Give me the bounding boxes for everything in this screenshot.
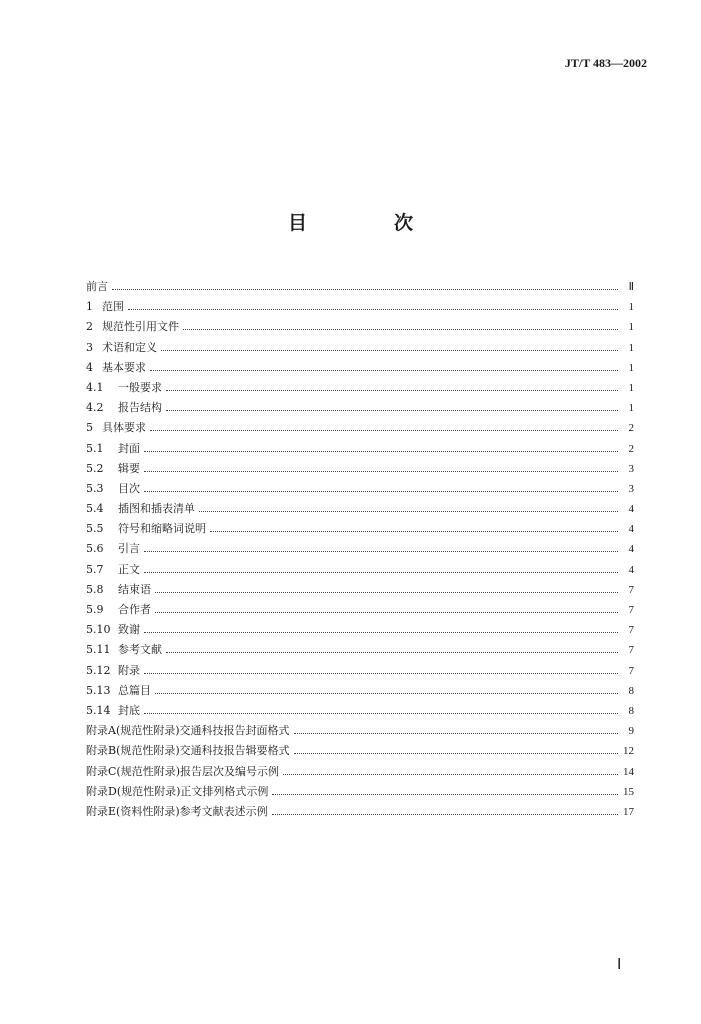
toc-entry-page: 2 [628,422,634,435]
toc-entry[interactable] [86,560,634,580]
toc-entry[interactable] [86,661,634,681]
toc-entry-label: 术语和定义 [102,340,157,354]
toc-entry-label: 附录C(规范性附录)报告层次及编号示例 [86,764,279,778]
toc-entry-label: 附录B(规范性附录)交通科技报告辑要格式 [86,744,290,758]
toc-leader-dots [183,328,618,330]
toc-entry-number: 2 [86,320,93,334]
toc-entry-label: 具体要求 [102,421,146,435]
toc-entry-label: 封底 [118,703,140,717]
toc-leader-dots [166,651,618,653]
standard-code: JT/T 483—2002 [564,56,647,70]
toc-entry[interactable] [86,358,634,378]
toc-entry-label: 一般要求 [118,380,162,394]
toc-entry-label: 辑要 [118,461,140,475]
toc-leader-dots [155,692,618,694]
toc-leader-dots [150,369,618,371]
toc-leader-dots [155,611,618,613]
toc-entry-page: 1 [628,381,634,394]
toc-entry-number: 5.12 [86,663,111,677]
toc-entry[interactable] [86,499,634,519]
toc-leader-dots [210,530,618,532]
toc-leader-dots [112,288,618,290]
toc-entry[interactable] [86,338,634,358]
table-of-contents [86,277,634,822]
toc-entry-number: 5.4 [86,502,104,516]
toc-entry-label: 正文 [118,562,140,576]
toc-entry-page: 2 [628,442,634,455]
toc-entry[interactable] [86,317,634,337]
toc-leader-dots [161,349,618,351]
toc-entry-label: 前言 [86,280,108,293]
toc-entry-page: Ⅱ [628,281,634,293]
toc-entry[interactable] [86,418,634,438]
toc-entry-page: 4 [628,563,634,576]
toc-entry[interactable] [86,398,634,418]
toc-entry-label: 符号和缩略词说明 [118,522,206,536]
toc-entry-label: 结束语 [118,582,151,596]
toc-entry-label: 附录D(规范性附录)正文排列格式示例 [86,784,269,798]
toc-leader-dots [144,712,618,714]
toc-leader-dots [144,450,618,452]
toc-entry[interactable] [86,580,634,600]
toc-entry[interactable] [86,378,634,398]
toc-entry-label: 封面 [118,441,140,455]
toc-entry-number: 5.8 [86,582,104,596]
toc-entry-number: 1 [86,300,93,314]
toc-entry-label: 附录 [118,663,140,677]
toc-entry-page: 1 [628,301,634,314]
toc-entry[interactable] [86,721,634,741]
toc-leader-dots [144,672,618,674]
toc-leader-dots [272,813,618,815]
toc-leader-dots [144,550,618,552]
toc-leader-dots [128,308,618,310]
toc-entry-number: 5.14 [86,703,111,717]
toc-entry-label: 目次 [118,481,140,495]
toc-entry-number: 4.2 [86,401,104,415]
toc-entry-page: 12 [623,745,634,758]
toc-entry[interactable] [86,297,634,317]
toc-entry-page: 1 [628,361,634,374]
toc-leader-dots [144,631,618,633]
toc-leader-dots [144,571,618,573]
toc-entry-label: 附录A(规范性附录)交通科技报告封面格式 [86,724,290,738]
toc-entry[interactable] [86,439,634,459]
toc-entry-page: 15 [623,785,634,798]
toc-entry-number: 5.10 [86,623,111,637]
toc-entry[interactable] [86,782,634,802]
toc-entry-label: 总篇目 [118,683,151,697]
toc-entry[interactable] [86,802,634,822]
toc-leader-dots [199,510,618,512]
toc-entry-number: 5.11 [86,643,111,657]
toc-entry-number: 3 [86,340,93,354]
toc-entry[interactable] [86,681,634,701]
toc-entry-label: 参考文献 [118,643,162,657]
toc-leader-dots [166,389,618,391]
toc-entry-number: 5.1 [86,441,104,455]
toc-entry-page: 7 [628,583,634,596]
toc-entry[interactable] [86,640,634,660]
toc-entry-number: 5 [86,421,93,435]
toc-entry-label: 合作者 [118,603,151,616]
toc-entry[interactable] [86,701,634,721]
toc-leader-dots [294,752,618,754]
toc-entry-number: 5.7 [86,562,104,576]
toc-entry[interactable] [86,277,634,297]
toc-entry-page: 4 [628,543,634,556]
toc-entry-number: 5.2 [86,461,104,475]
toc-entry-page: 8 [628,704,634,717]
toc-title: 目 次 [287,212,447,234]
page-number: Ⅰ [617,957,622,973]
toc-entry-page: 7 [628,624,634,637]
toc-entry[interactable] [86,762,634,782]
toc-entry[interactable] [86,620,634,640]
toc-entry-page: 7 [628,664,634,677]
toc-leader-dots [155,591,618,593]
toc-entry-number: 5.5 [86,522,104,536]
toc-entry-page: 1 [628,341,634,354]
toc-leader-dots [144,490,618,492]
toc-entry-label: 插图和插表清单 [118,502,195,516]
toc-entry-number: 4 [86,360,93,374]
toc-entry-page: 17 [623,805,634,818]
toc-entry-page: 14 [623,765,634,778]
toc-leader-dots [144,470,618,472]
toc-entry-page: 8 [628,684,634,697]
toc-entry-number: 5.6 [86,542,104,556]
toc-entry-page: 4 [628,523,634,536]
toc-entry-label: 基本要求 [102,360,146,374]
toc-entry-label: 规范性引用文件 [102,320,179,334]
toc-entry-page: 9 [628,725,634,738]
toc-entry-page: 4 [628,503,634,516]
toc-entry-label: 附录E(资料性附录)参考文献表述示例 [86,804,268,818]
toc-entry-page: 1 [628,402,634,415]
toc-entry[interactable] [86,600,634,620]
toc-entry-page: 1 [628,321,634,334]
toc-entry[interactable] [86,459,634,479]
toc-entry-label: 致谢 [118,623,140,637]
toc-entry[interactable] [86,519,634,539]
toc-entry-label: 报告结构 [118,401,162,415]
toc-leader-dots [283,773,618,775]
toc-entry-page: 3 [628,482,634,495]
toc-entry-page: 7 [628,604,634,616]
toc-entry[interactable] [86,479,634,499]
toc-entry[interactable] [86,741,634,761]
toc-entry-number: 5.3 [86,481,104,495]
toc-entry-page: 7 [628,644,634,657]
toc-leader-dots [166,409,618,411]
toc-leader-dots [294,732,618,734]
toc-entry[interactable] [86,539,634,559]
toc-entry-page: 3 [628,462,634,475]
toc-entry-number: 4.1 [86,380,104,394]
toc-leader-dots [150,429,618,431]
toc-leader-dots [272,793,618,795]
toc-entry-label: 引言 [118,542,140,556]
toc-entry-number: 5.13 [86,683,111,697]
toc-entry-label: 范围 [102,300,124,314]
toc-entry-number: 5.9 [86,603,104,616]
